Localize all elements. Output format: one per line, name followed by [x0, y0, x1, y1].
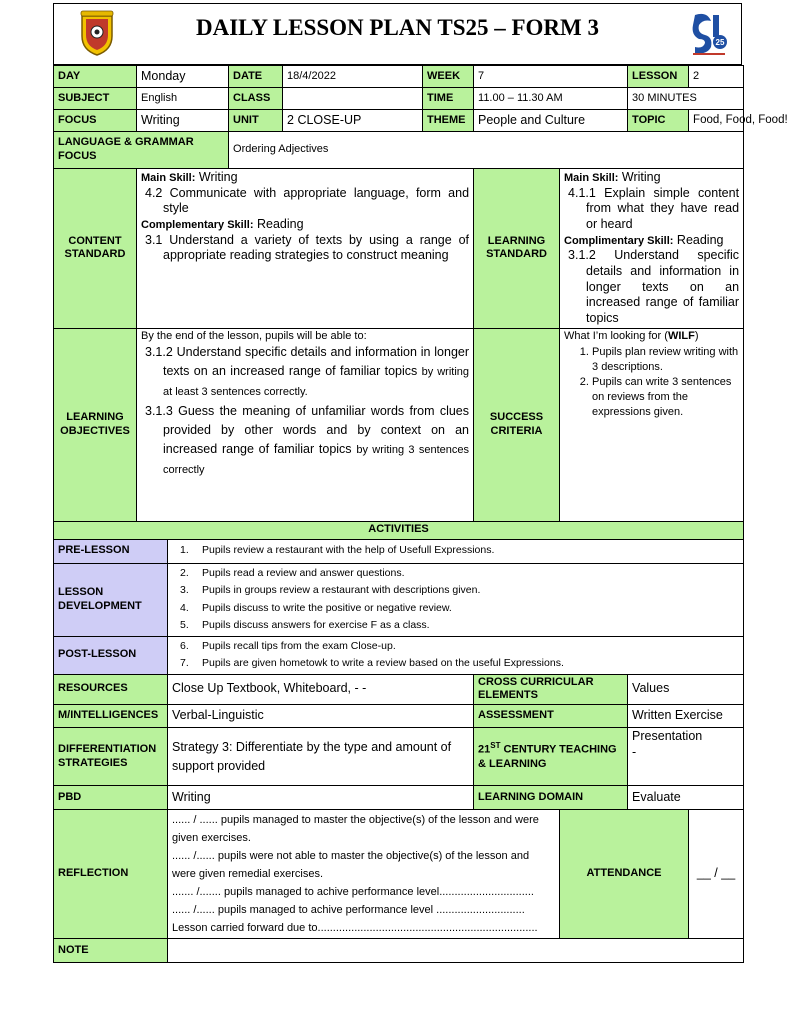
row-differentiation	[54, 728, 744, 786]
objective-2: 3.1.3 Guess the meaning of unfamiliar words from clues provided by other words and by context on an increased range of familiar topics	[145, 404, 470, 457]
activity-text: Pupils read a review and answer questions.	[202, 566, 405, 579]
century-learning-cell	[628, 728, 744, 786]
ts25-logo	[689, 11, 729, 57]
row-reflection	[54, 810, 744, 939]
resources-value: Close Up Textbook, Whiteboard, - -	[168, 674, 474, 705]
learning-domain-label: LEARNING DOMAIN	[474, 786, 628, 810]
note-value	[168, 939, 744, 963]
century-number: 21	[478, 744, 491, 757]
century-learning-value-2: -	[632, 744, 637, 759]
activity-number: 4.	[180, 601, 189, 614]
success-criteria-cell	[560, 328, 744, 521]
learning-domain-value: Evaluate	[628, 786, 744, 810]
activity-text: Pupils discuss answers for exercise F as a class.	[202, 619, 430, 631]
reflection-line: ...... /...... pupils managed to achive performance level .............................	[172, 904, 525, 916]
lesson-label: LESSON	[628, 66, 689, 88]
cross-curricular-value: Values	[628, 674, 744, 705]
row-pbd	[54, 786, 744, 810]
row-activities-header	[54, 521, 744, 539]
activity-number: 1.	[180, 544, 189, 557]
lesson-development-cell	[168, 563, 744, 636]
row-note	[54, 939, 744, 963]
activity-item	[172, 565, 739, 583]
century-learning-value: Presentation	[632, 729, 703, 743]
activity-item	[172, 600, 739, 618]
reflection-line: ...... / ...... pupils managed to master the objective(s) of the lesson and were given exercises.	[172, 814, 539, 844]
lesson-plan-page	[53, 3, 788, 963]
topic-value: Food, Food, Food!	[689, 110, 744, 132]
cross-curricular-label: CROSS CURRICULAR ELEMENTS	[474, 674, 628, 705]
pbd-label: PBD	[54, 786, 168, 810]
focus-value: Writing	[137, 110, 229, 132]
learning-comp-skill: Reading	[676, 232, 724, 247]
learning-objectives-label: LEARNING OBJECTIVES	[54, 328, 137, 521]
note-label: NOTE	[54, 939, 168, 963]
learning-standard-cell	[560, 169, 744, 329]
success-intro-close: )	[694, 329, 699, 342]
content-comp-item: 3.1 Understand a variety of texts by using a range of appropriate reading strategies to construct meaning	[145, 232, 470, 263]
subject-value: English	[137, 88, 229, 110]
learning-main-item: 4.1.1 Explain simple content from what they have read or heard	[568, 185, 740, 231]
activity-number: 7.	[180, 657, 189, 669]
language-focus-value: Ordering Adjectives	[229, 132, 744, 169]
week-value: 7	[474, 66, 628, 88]
reflection-line: Lesson carried forward due to........................................................................	[172, 922, 538, 934]
row-objectives	[54, 328, 744, 521]
activity-item	[172, 617, 739, 635]
reflection-line: ...... /...... pupils were not able to master the objective(s) of the lesson and were given remedial exercises.	[172, 850, 530, 880]
differentiation-label: DIFFERENTIATION STRATEGIES	[54, 728, 168, 786]
activity-item	[172, 638, 739, 656]
subject-label: SUBJECT	[54, 88, 137, 110]
objectives-intro: By the end of the lesson, pupils will be able to:	[141, 329, 367, 342]
row-resources	[54, 674, 744, 705]
learning-main-skill-label: Main Skill:	[564, 172, 619, 184]
class-label: CLASS	[229, 88, 283, 110]
assessment-value: Written Exercise	[628, 705, 744, 728]
century-suffix: ST	[490, 741, 501, 751]
learning-standard-label: LEARNING STANDARD	[474, 169, 560, 329]
svg-text:25: 25	[715, 38, 725, 47]
century-label-text: CENTURY TEACHING & LEARNING	[478, 744, 617, 770]
attendance-label: ATTENDANCE	[560, 810, 689, 939]
focus-label: FOCUS	[54, 110, 137, 132]
row-day	[54, 66, 744, 88]
unit-value: 2 CLOSE-UP	[283, 110, 423, 132]
class-value	[283, 88, 423, 110]
success-item: 2. Pupils can write 3 sentences on reviews from the expressions given.	[592, 375, 739, 420]
activity-number: 3.	[180, 584, 189, 596]
theme-value: People and Culture	[474, 110, 628, 132]
learning-objectives-cell	[137, 328, 474, 521]
pre-lesson-cell	[168, 539, 744, 563]
theme-label: THEME	[423, 110, 474, 132]
activity-text: Pupils are given hometowk to write a review based on the useful Expressions.	[202, 657, 564, 669]
time-label: TIME	[423, 88, 474, 110]
reflection-cell	[168, 810, 560, 939]
assessment-label: ASSESSMENT	[474, 705, 628, 728]
content-main-skill: Writing	[198, 170, 238, 184]
duration-value: 30 MINUTES	[628, 88, 744, 110]
activity-item	[172, 655, 739, 673]
row-pre-lesson	[54, 539, 744, 563]
lesson-development-label: LESSON DEVELOPMENT	[54, 563, 168, 636]
content-comp-skill: Reading	[256, 217, 304, 231]
content-comp-skill-label: Complementary Skill:	[141, 219, 254, 231]
lesson-plan-table	[53, 65, 788, 963]
activity-number: 6.	[180, 639, 189, 652]
day-value: Monday	[137, 66, 229, 88]
unit-label: UNIT	[229, 110, 283, 132]
success-wilf: WILF	[667, 329, 695, 342]
activity-text: Pupils discuss to write the positive or negative review.	[202, 601, 452, 614]
objective-1: 3.1.2 Understand specific details and information in longer texts on an increased range of familiar topics	[145, 345, 470, 379]
topic-label: TOPIC	[628, 110, 689, 132]
success-criteria-label: SUCCESS CRITERIA	[474, 328, 560, 521]
objective-2-tail: by writing 3 sentences correctly	[163, 444, 470, 477]
reflection-line: ....... /....... pupils managed to achive performance level...............................	[172, 886, 534, 898]
day-label: DAY	[54, 66, 137, 88]
content-main-item: 4.2 Communicate with appropriate language, form and style	[145, 185, 470, 216]
learning-main-skill: Writing	[621, 170, 661, 184]
row-subject	[54, 88, 744, 110]
content-standard-label: CONTENT STANDARD	[54, 169, 137, 329]
activity-text: Pupils recall tips from the exam Close-up.	[202, 639, 396, 652]
activity-number: 2.	[180, 566, 189, 579]
row-standards	[54, 169, 744, 329]
row-focus	[54, 110, 744, 132]
row-intelligences	[54, 705, 744, 728]
activity-item	[172, 542, 739, 560]
success-item: 1. Pupils plan review writing with 3 descriptions.	[592, 345, 739, 375]
pbd-value: Writing	[168, 786, 474, 810]
content-main-skill-label: Main Skill:	[141, 172, 196, 184]
row-lesson-development	[54, 563, 744, 636]
language-focus-label: LANGUAGE & GRAMMAR FOCUS	[54, 132, 229, 169]
row-post-lesson	[54, 636, 744, 674]
activity-item	[172, 582, 739, 600]
document-title: DAILY LESSON PLAN TS25 – FORM 3	[195, 15, 599, 40]
activity-text: Pupils in groups review a restaurant with descriptions given.	[202, 584, 481, 596]
post-lesson-cell	[168, 636, 744, 674]
week-label: WEEK	[423, 66, 474, 88]
date-label: DATE	[229, 66, 283, 88]
document-header	[53, 3, 742, 65]
activities-header: ACTIVITIES	[54, 521, 744, 539]
time-value: 11.00 – 11.30 AM	[474, 88, 628, 110]
success-intro: What I’m looking for (	[564, 329, 668, 342]
differentiation-value: Strategy 3: Differentiate by the type and amount of support provided	[168, 728, 474, 786]
row-language-focus	[54, 132, 744, 169]
intelligences-value: Verbal-Linguistic	[168, 705, 474, 728]
activity-text: Pupils review a restaurant with the help of Usefull Expressions.	[202, 544, 495, 557]
learning-comp-item: 3.1.2 Understand specific details and information in longer texts on an increased range of familiar topics	[568, 248, 740, 325]
reflection-label: REFLECTION	[54, 810, 168, 939]
post-lesson-label: POST-LESSON	[54, 636, 168, 674]
content-standard-cell	[137, 169, 474, 329]
attendance-value: __ / __	[689, 810, 744, 939]
century-learning-label	[474, 728, 628, 786]
pre-lesson-label: PRE-LESSON	[54, 539, 168, 563]
intelligences-label: M/INTELLIGENCES	[54, 705, 168, 728]
resources-label: RESOURCES	[54, 674, 168, 705]
activity-number: 5.	[180, 619, 189, 631]
lesson-value: 2	[689, 66, 744, 88]
objective-1-tail: by writing at least 3 sentences correctly.	[163, 366, 470, 399]
date-value: 18/4/2022	[283, 66, 423, 88]
learning-comp-skill-label: Complimentary Skill:	[564, 234, 674, 247]
